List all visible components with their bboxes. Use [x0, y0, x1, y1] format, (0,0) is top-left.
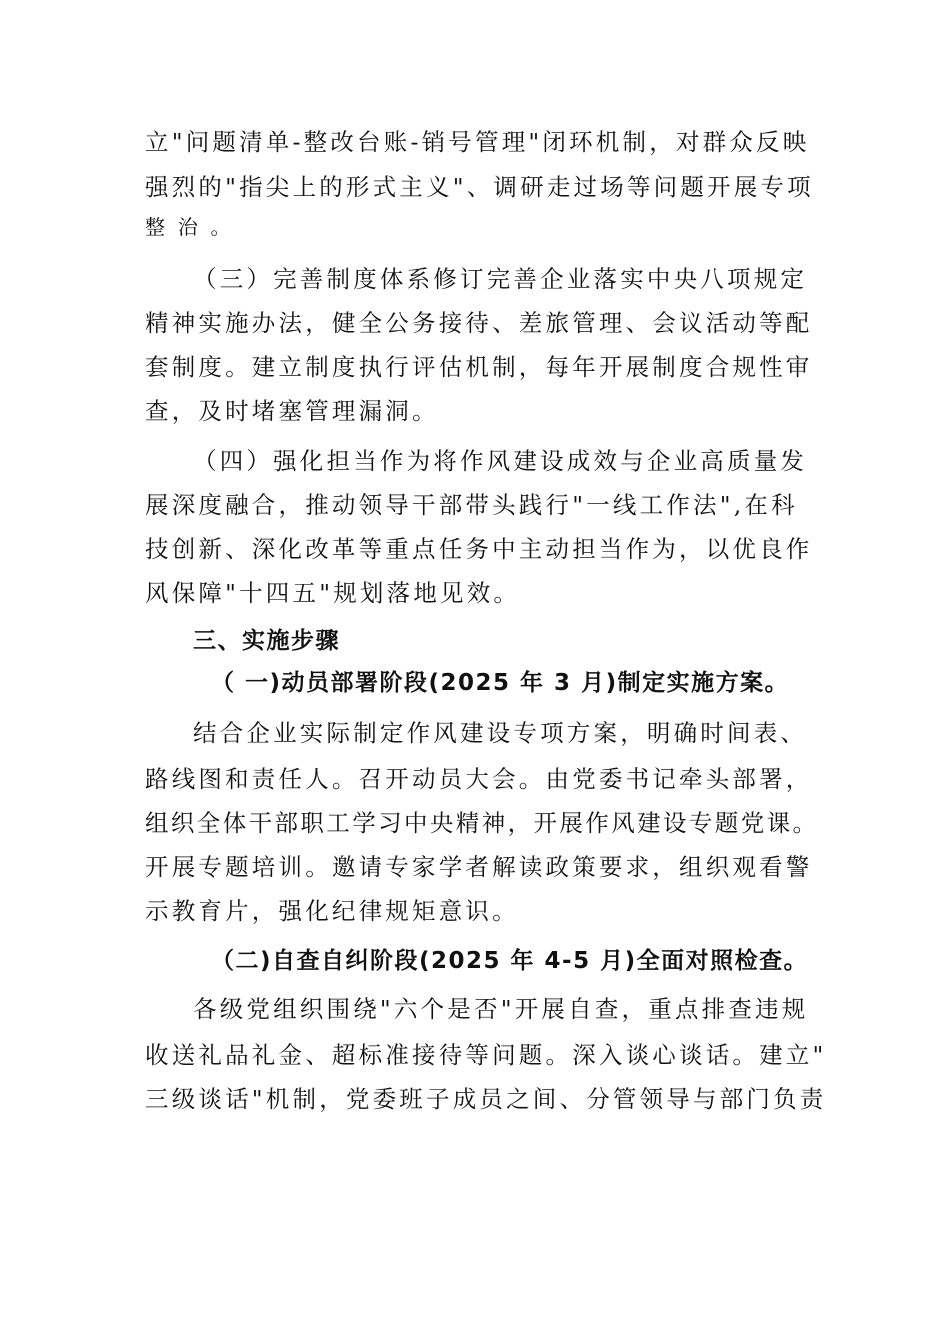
paragraph-line: 立"问题清单-整改台账-销号管理"闭环机制，对群众反映 — [145, 128, 810, 156]
section-heading: 三、实施步骤 — [193, 628, 340, 654]
paragraph-line: 组织全体干部职工学习中央精神，开展作风建设专题党课。 — [145, 809, 819, 837]
paragraph-line: 展深度融合，推动领导干部带头践行"一线工作法",在科 — [145, 491, 798, 519]
stage-2-heading: （二)自查自纠阶段(2025 年 4-5 月)全面对照检查。 — [211, 948, 809, 974]
stage-1-heading: （ 一)动员部署阶段(2025 年 3 月)制定实施方案。 — [211, 670, 790, 696]
paragraph-line: 强烈的"指尖上的形式主义"、调研走过场等问题开展专项 — [145, 173, 814, 201]
paragraph-line: 技创新、深化改革等重点任务中主动担当作为，以优良作 — [145, 535, 813, 563]
paragraph-line: 开展专题培训。邀请专家学者解读政策要求，组织观看警 — [145, 853, 813, 881]
paragraph-line: 套制度。建立制度执行评估机制，每年开展制度合规性审 — [145, 353, 813, 381]
paragraph-line: 风保障"十四五"规划落地见效。 — [145, 579, 521, 607]
paragraph-line: 收送礼品礼金、超标准接待等问题。深入谈心谈话。建立" — [145, 1041, 827, 1069]
paragraph-line: 路线图和责任人。召开动员大会。由党委书记牵头部署， — [145, 765, 813, 793]
section-4-heading-line: （四）强化担当作为将作风建设成效与企业高质量发 — [193, 447, 808, 475]
paragraph-line: 精神实施办法，健全公务接待、差旅管理、会议活动等配 — [145, 309, 813, 337]
paragraph-line: 整 治 。 — [145, 215, 234, 239]
paragraph-line: 示教育片，强化纪律规矩意识。 — [145, 897, 519, 925]
paragraph-line: 各级党组织围绕"六个是否"开展自查，重点排查违规 — [193, 995, 809, 1023]
paragraph-line: 查，及时堵塞管理漏洞。 — [145, 397, 439, 425]
paragraph-line: 结合企业实际制定作风建设专项方案，明确时间表、 — [193, 719, 808, 747]
section-3-heading-line: （三）完善制度体系修订完善企业落实中央八项规定 — [193, 265, 808, 293]
paragraph-line: 三级谈话"机制，党委班子成员之间、分管领导与部门负责 — [145, 1085, 827, 1113]
